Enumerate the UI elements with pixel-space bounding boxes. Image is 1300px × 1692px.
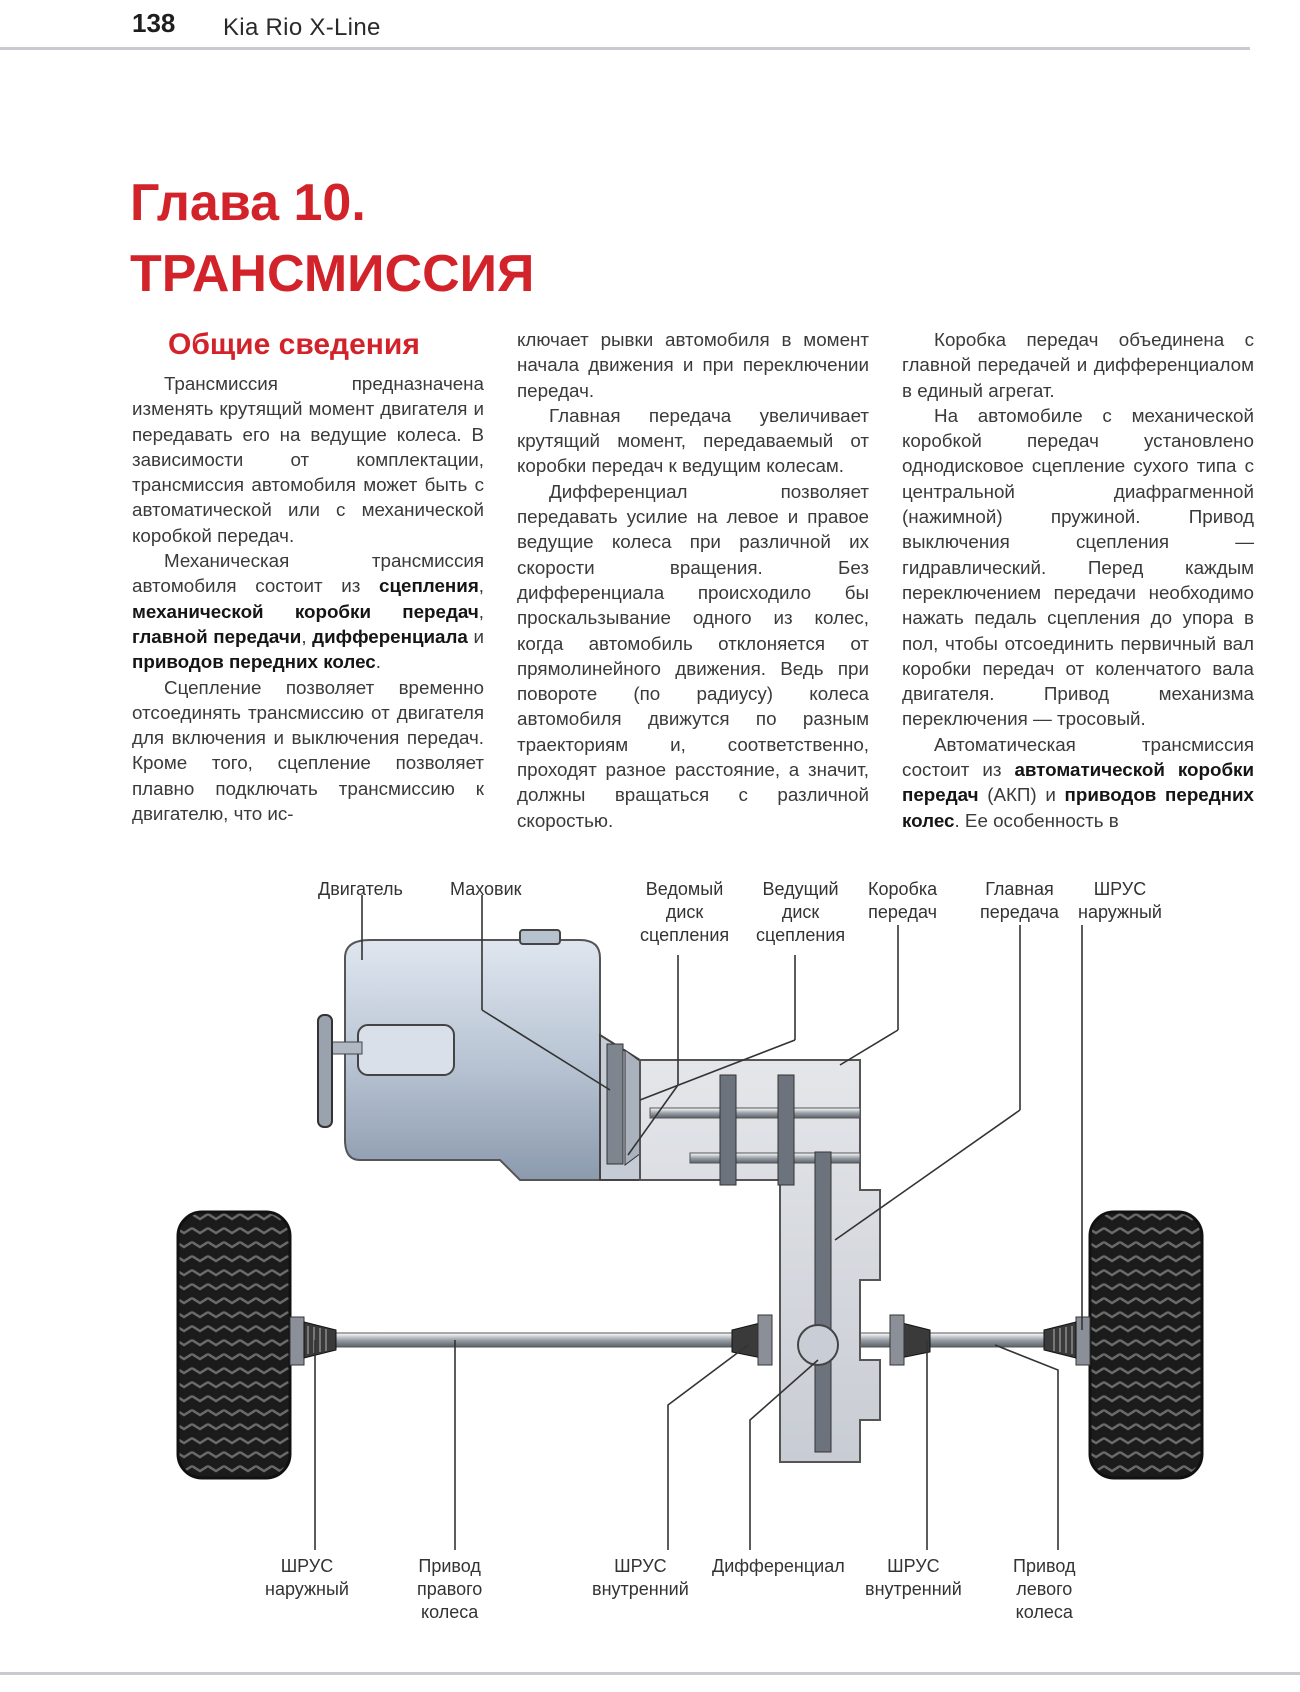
leader-final-drive-diag (835, 1110, 1020, 1240)
gearbox-housing (640, 1060, 880, 1462)
section-heading: Общие сведения (168, 328, 420, 361)
text-column-1 (132, 327, 484, 826)
paragraph: Главная передача увеличивает крутящий момент, передаваемый от коробки передач к ведущим колесам. (517, 404, 869, 477)
cv-joint-outer-left (1044, 1317, 1090, 1365)
right-drive-shaft (318, 1333, 738, 1347)
label-driven-disc: Ведомый диск сцепления (640, 879, 730, 945)
chapter-title (130, 168, 534, 310)
leader-gearbox-diag (840, 1030, 898, 1065)
header-divider (0, 47, 1250, 50)
label-final-drive: Главная передача (980, 879, 1059, 922)
label-pressure-disc: Ведущий диск сцепления (756, 879, 846, 945)
page-number: 138 (132, 8, 176, 38)
leader-left-drive (995, 1345, 1058, 1550)
label-right-drive: Привод правого колеса (417, 1556, 483, 1622)
cv-joint-outer-right (290, 1317, 336, 1365)
label-cv-outer: ШРУС наружный (265, 1556, 349, 1599)
leader-lines-bottom (315, 1340, 1058, 1550)
left-wheel (1090, 1212, 1202, 1478)
label-flywheel: Маховик (450, 879, 522, 899)
paragraph: Коробка передач объединена с главной передачей и дифференциалом в единый агрегат. (902, 329, 1254, 401)
label-left-drive: Привод левого колеса (1013, 1556, 1076, 1622)
paragraph: ключает рывки автомобиля в момент начала движения и при переключении передач. (517, 329, 869, 401)
footer-divider (0, 1672, 1300, 1675)
transmission-illustration (0, 860, 1300, 1650)
paragraph: Сцепление позволяет временно отсоединять трансмиссию от двигателя для включения и выключения передач. Кроме того, сцепление позволяет плавно подключать трансмиссию к двигателю, что ис- (132, 676, 484, 825)
label-gearbox: Коробка передач (868, 879, 938, 922)
engine-block (318, 930, 600, 1180)
paragraph: Дифференциал позволяет передавать усилие на левое и правое ведущие колеса при различной их скорости вращения. Без дифференциала происходило бы проскальзывание одного из колес, когда автомобиль отклоняется от прямолинейного движения. Ведь при повороте (по радиусу) колеса автомобиля движутся по разным траекториям и, соответственно, проходят разное расстояние, а значит, должны вращаться с различной скоростью. (517, 480, 869, 831)
chapter-number: Глава 10. (130, 174, 366, 232)
page-header (0, 0, 1300, 52)
chapter-name: ТРАНСМИССИЯ (130, 245, 535, 303)
label-engine: Двигатель (318, 879, 403, 899)
paragraph: Трансмиссия предназначена изменять крутящий момент двигателя и передавать его на ведущие колеса. В зависимости от комплектации, трансмиссия автомобиля может быть с автоматической или с механической коробкой передач. (132, 373, 484, 546)
text-column-2 (517, 327, 869, 833)
leader-cv-inner-right (668, 1345, 748, 1550)
right-wheel (178, 1212, 290, 1478)
text-column-3 (902, 327, 1254, 833)
cv-joint-inner-right (732, 1315, 772, 1365)
label-differential: Дифференциал (712, 1556, 845, 1576)
transmission-diagram (0, 860, 1300, 1650)
clutch-housing (600, 1035, 645, 1180)
label-cv-inner-left: ШРУС внутренний (865, 1556, 962, 1599)
paragraph: На автомобиле с механической коробкой передач установлено однодисковое сцепление сухого типа с центральной диафрагменной (нажимной) пружиной. Привод выключения сцепления — гидравлический. Перед каждым переключением передачи необходимо нажать педаль сцепления до упора в пол, чтобы отсоединить первичный вал коробки передач от коленчатого вала двигателя. Привод механизма переключения — тросовый. (902, 404, 1254, 730)
cv-joint-inner-left (890, 1315, 930, 1365)
paragraph: Механическая трансмиссия автомобиля состоит из сцепления, механической коробки передач, главной передачи, дифференциала и приводов передних колес. (132, 550, 485, 673)
book-title: Kia Rio X-Line (223, 14, 381, 41)
label-cv-inner-right: ШРУС внутренний (592, 1556, 689, 1599)
paragraph: Автоматическая трансмиссия состоит из автоматической коробки передач (АКП) и приводов передних колес. Ее особенность в (902, 733, 1255, 831)
label-cv-outer-top: ШРУС наружный (1078, 879, 1162, 922)
